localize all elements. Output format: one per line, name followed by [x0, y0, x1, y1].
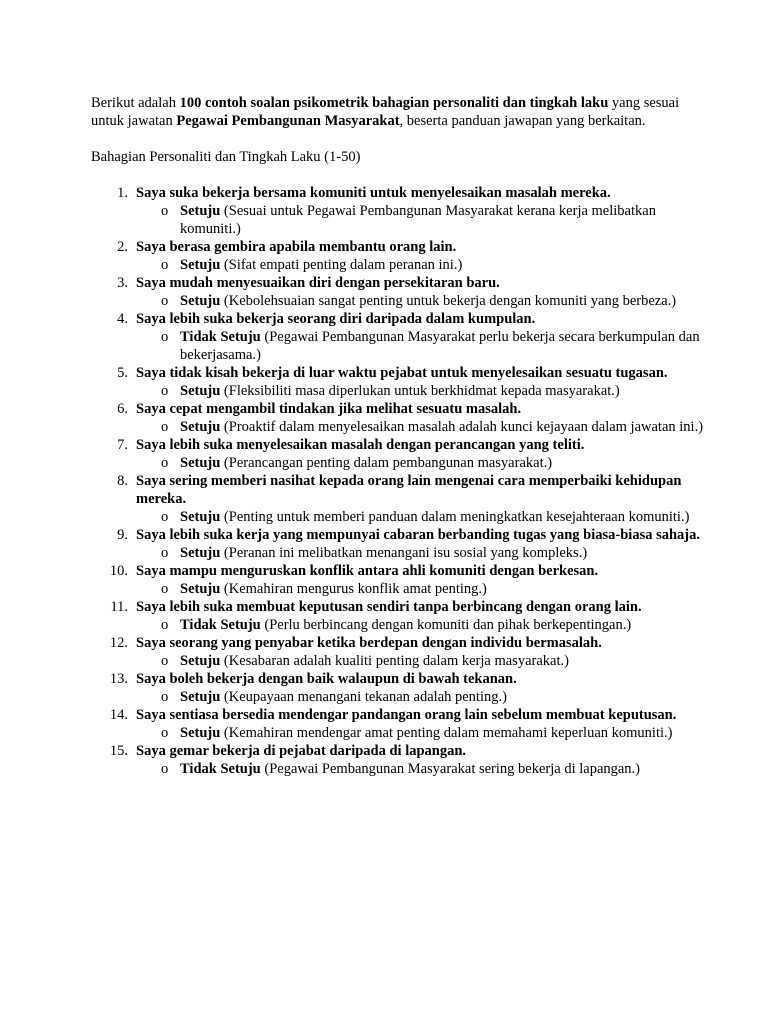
answer-line	[136, 328, 708, 364]
answer-explanation: (Penting untuk memberi panduan dalam meningkatkan kesejahteraan komuniti.)	[220, 509, 690, 525]
answer-explanation: (Peranan ini melibatkan menangani isu sosial yang kompleks.)	[220, 545, 588, 561]
hollow-bullet-icon: o	[161, 419, 169, 435]
answer-explanation: (Perlu berbincang dengan komuniti dan pihak berkepentingan.)	[260, 617, 632, 633]
question-text: Saya sentiasa bersedia mendengar pandangan orang lain sebelum membuat keputusan.	[136, 707, 677, 723]
answer-label: Setuju	[180, 419, 221, 435]
answer-label: Setuju	[180, 257, 221, 273]
question-list	[91, 184, 708, 778]
question-number: 11.	[110, 599, 128, 615]
answer-line	[136, 382, 708, 400]
list-item	[91, 310, 708, 364]
list-item	[91, 274, 708, 310]
question-number: 15.	[109, 743, 128, 759]
answer-explanation: (Perancangan penting dalam pembangunan masyarakat.)	[220, 455, 553, 471]
hollow-bullet-icon: o	[161, 509, 169, 525]
answer-line	[136, 616, 708, 634]
question-text: Saya berasa gembira apabila membantu orang lain.	[136, 239, 457, 255]
list-item	[91, 598, 708, 634]
question-number: 5.	[117, 365, 128, 381]
answer-line	[136, 580, 708, 598]
answer-label: Tidak Setuju	[180, 761, 261, 777]
question-text: Saya boleh bekerja dengan baik walaupun di bawah tekanan.	[136, 671, 517, 687]
list-item	[91, 526, 708, 562]
intro-bold-2: Pegawai Pembangunan Masyarakat	[176, 113, 400, 129]
hollow-bullet-icon: o	[161, 257, 169, 273]
question-text: Saya lebih suka kerja yang mempunyai cabaran berbanding tugas yang biasa-biasa sahaja.	[136, 527, 701, 543]
answer-label: Setuju	[180, 725, 221, 741]
list-item	[91, 238, 708, 274]
question-number: 1.	[117, 185, 128, 201]
answer-line	[136, 454, 708, 472]
answer-line	[136, 652, 708, 670]
answer-label: Tidak Setuju	[180, 617, 261, 633]
question-text: Saya gemar bekerja di pejabat daripada di lapangan.	[136, 743, 467, 759]
answer-line	[136, 256, 708, 274]
answer-explanation: (Kesabaran adalah kualiti penting dalam kerja masyarakat.)	[220, 653, 569, 669]
question-number: 4.	[117, 311, 128, 327]
answer-line	[136, 292, 708, 310]
list-item	[91, 400, 708, 436]
hollow-bullet-icon: o	[161, 293, 169, 309]
answer-line	[136, 688, 708, 706]
list-item	[91, 562, 708, 598]
answer-explanation: (Sifat empati penting dalam peranan ini.)	[220, 257, 463, 273]
question-text: Saya lebih suka bekerja seorang diri daripada dalam kumpulan.	[136, 311, 536, 327]
hollow-bullet-icon: o	[161, 455, 169, 471]
list-item	[91, 184, 708, 238]
list-item	[91, 364, 708, 400]
question-text: Saya sering memberi nasihat kepada orang lain mengenai cara memperbaiki kehidupan mereka.	[136, 473, 682, 507]
intro-text-1: Berikut adalah	[91, 95, 180, 111]
question-number: 13.	[109, 671, 128, 687]
question-text: Saya cepat mengambil tindakan jika melihat sesuatu masalah.	[136, 401, 522, 417]
list-item	[91, 634, 708, 670]
answer-label: Setuju	[180, 203, 221, 219]
answer-label: Setuju	[180, 509, 221, 525]
list-item	[91, 742, 708, 778]
section-heading: Bahagian Personaliti dan Tingkah Laku (1-50)	[91, 149, 361, 165]
question-text: Saya suka bekerja bersama komuniti untuk menyelesaikan masalah mereka.	[136, 185, 611, 201]
hollow-bullet-icon: o	[161, 653, 169, 669]
answer-label: Setuju	[180, 455, 221, 471]
answer-line	[136, 202, 708, 238]
answer-explanation: (Keupayaan menangani tekanan adalah penting.)	[220, 689, 507, 705]
question-number: 9.	[117, 527, 128, 543]
answer-line	[136, 418, 708, 436]
question-text: Saya mudah menyesuaikan diri dengan persekitaran baru.	[136, 275, 500, 291]
question-number: 7.	[117, 437, 128, 453]
question-text: Saya mampu menguruskan konflik antara ahli komuniti dengan berkesan.	[136, 563, 599, 579]
hollow-bullet-icon: o	[161, 761, 169, 777]
hollow-bullet-icon: o	[161, 329, 169, 345]
intro-text-2: yang sesuai untuk jawatan	[91, 95, 680, 129]
list-item	[91, 670, 708, 706]
answer-explanation: (Fleksibiliti masa diperlukan untuk berkhidmat kepada masyarakat.)	[220, 383, 620, 399]
question-number: 2.	[117, 239, 128, 255]
question-number: 10.	[109, 563, 128, 579]
question-number: 12.	[109, 635, 128, 651]
answer-label: Setuju	[180, 545, 221, 561]
answer-explanation: (Proaktif dalam menyelesaikan masalah adalah kunci kejayaan dalam jawatan ini.)	[220, 419, 704, 435]
answer-explanation: (Sesuai untuk Pegawai Pembangunan Masyarakat kerana kerja melibatkan komuniti.)	[180, 203, 656, 237]
hollow-bullet-icon: o	[161, 689, 169, 705]
list-item	[91, 706, 708, 742]
intro-text-3: , beserta panduan jawapan yang berkaitan.	[399, 113, 646, 129]
answer-label: Setuju	[180, 653, 221, 669]
list-item	[91, 436, 708, 472]
answer-label: Tidak Setuju	[180, 329, 261, 345]
answer-label: Setuju	[180, 383, 221, 399]
answer-explanation: (Pegawai Pembangunan Masyarakat sering bekerja di lapangan.)	[260, 761, 641, 777]
answer-explanation: (Pegawai Pembangunan Masyarakat perlu bekerja secara berkumpulan dan bekerjasama.)	[180, 329, 700, 363]
hollow-bullet-icon: o	[161, 203, 169, 219]
hollow-bullet-icon: o	[161, 725, 169, 741]
hollow-bullet-icon: o	[161, 383, 169, 399]
answer-label: Setuju	[180, 293, 221, 309]
hollow-bullet-icon: o	[161, 581, 169, 597]
answer-label: Setuju	[180, 689, 221, 705]
answer-line	[136, 724, 708, 742]
hollow-bullet-icon: o	[161, 545, 169, 561]
answer-line	[136, 760, 708, 778]
question-number: 8.	[117, 473, 128, 489]
intro-paragraph	[91, 94, 708, 130]
answer-label: Setuju	[180, 581, 221, 597]
answer-line	[136, 544, 708, 562]
hollow-bullet-icon: o	[161, 617, 169, 633]
answer-explanation: (Kebolehsuaian sangat penting untuk bekerja dengan komuniti yang berbeza.)	[220, 293, 677, 309]
answer-explanation: (Kemahiran mengurus konflik amat penting.)	[220, 581, 487, 597]
answer-explanation: (Kemahiran mendengar amat penting dalam memahami keperluan komuniti.)	[220, 725, 673, 741]
question-number: 6.	[117, 401, 128, 417]
question-text: Saya seorang yang penyabar ketika berdepan dengan individu bermasalah.	[136, 635, 602, 651]
list-item	[91, 472, 708, 526]
answer-line	[136, 508, 708, 526]
intro-bold-1: 100 contoh soalan psikometrik bahagian personaliti dan tingkah laku	[179, 95, 609, 111]
question-text: Saya tidak kisah bekerja di luar waktu pejabat untuk menyelesaikan sesuatu tugasan.	[136, 365, 668, 381]
question-number: 3.	[117, 275, 128, 291]
question-text: Saya lebih suka membuat keputusan sendiri tanpa berbincang dengan orang lain.	[136, 599, 642, 615]
question-text: Saya lebih suka menyelesaikan masalah dengan perancangan yang teliti.	[136, 437, 585, 453]
question-number: 14.	[109, 707, 128, 723]
